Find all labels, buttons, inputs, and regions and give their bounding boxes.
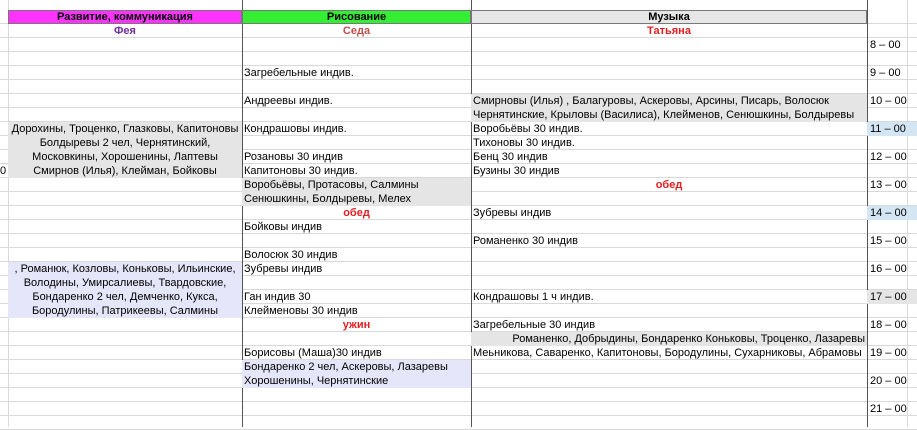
cell-col3[interactable]: Кондрашовы 1 ч индив. [473,291,594,303]
cell-col2[interactable]: Зубревы индив [244,263,323,275]
time-cell[interactable]: 15 – 00 [870,235,907,247]
time-cell[interactable]: 14 – 00 [867,206,917,220]
cell-col2[interactable]: Розановы 30 индив [244,151,343,163]
cell-col2[interactable]: Хорошенины, Чернятинские [242,374,471,388]
cell-col2[interactable]: Волосюк 30 индив [244,249,338,261]
cell-col3[interactable]: Смирновы (Илья) , Балагуровы, Аскеровы, Арсины, Писарь, Волосюк [471,94,867,108]
cell-col1[interactable]: Московкины, Хорошенины, Лаптевы [8,150,242,164]
cell-col2[interactable]: Бойковы индив [244,221,322,233]
grid-row [0,388,917,402]
cell-col3[interactable]: Романенко 30 индив [473,235,578,247]
cell-col1[interactable]: Смирнов (Илья), Клейман, Бойковы [8,164,242,178]
meal-lunch[interactable]: обед [343,207,370,219]
cell-col3[interactable]: Воробьёвы 30 индив. [473,123,583,135]
cell-col2[interactable]: Ган индив 30 [244,291,311,303]
cell-col2[interactable]: Клейменовы 30 индив [244,305,358,317]
time-cell[interactable]: 16 – 00 [870,263,907,275]
time-cell[interactable]: 19 – 00 [870,347,907,359]
header-drawing[interactable]: Рисование [242,10,471,24]
cell-col1[interactable]: Дорохины, Троценко, Глазковы, Капитоновы [8,122,242,136]
cell-col2[interactable]: Кондрашовы индив. [244,123,347,135]
time-cell[interactable]: 13 – 00 [870,179,907,191]
cell-col1[interactable]: Бондаренко 2 чел, Демченко, Кукса, [8,290,242,304]
grid-row [0,402,917,416]
cell-col1[interactable]: Бородулины, Патрикеевы, Салмины [8,304,242,318]
cell-col1[interactable]: , Романюк, Козловы, Коньковы, Ильинские, [8,262,242,276]
grid-row [0,38,917,52]
cell-col2[interactable]: Бондаренко 2 чел, Аскеровы, Лазаревы [242,360,471,374]
meal-lunch-music[interactable]: обед [655,179,683,191]
time-cell[interactable]: 17 – 00 [867,290,917,304]
cell-col3[interactable]: Романенко, Добрыдины, Бондаренко Коньковы, Троценко, Лазаревы [471,332,867,346]
time-cell[interactable]: 12 – 00 [870,151,907,163]
cell-col1[interactable]: Болдыревы 2 чел, Чернятинский, [8,136,242,150]
time-cell[interactable]: 20 – 00 [870,375,907,387]
time-cell[interactable]: 11 – 00 [867,122,917,136]
time-cell[interactable]: 9 – 00 [870,67,901,79]
time-cell[interactable]: 18 – 00 [870,319,907,331]
cell-col3[interactable]: Загребельные 30 индив [473,319,596,331]
cell-col3[interactable]: Зубревы индив [473,207,552,219]
grid-vline [8,0,9,427]
cell-col0[interactable]: 0 [0,165,7,177]
cell-col2[interactable]: Борисовы (Маша)30 индив [244,347,382,359]
cell-col3[interactable]: Бенц 30 индив [473,151,548,163]
cell-col3[interactable]: Бузины 30 индив [473,165,560,177]
cell-col3[interactable]: Тихоновы 30 индив. [473,137,575,149]
grid-row [0,52,917,66]
cell-col2[interactable]: Андреевы индив. [244,95,333,107]
cell-col2[interactable]: Сенюшкины, Болдыревы, Мелех [242,192,471,206]
cell-col1[interactable]: Володины, Умирсалиевы, Твардовские, [8,276,242,290]
cell-col3[interactable]: Чернятинские, Крыловы (Василиса), Клейменов, Сенюшкины, Болдыревы [471,108,867,122]
cell-col2[interactable]: Капитоновы 30 индив. [244,165,358,177]
cell-col2[interactable]: Воробьёвы, Протасовы, Салмины [242,178,471,192]
meal-dinner[interactable]: ужин [342,319,371,331]
teacher-col1[interactable]: Фея [114,25,136,37]
time-cell[interactable]: 8 – 00 [870,39,901,51]
header-music[interactable]: Музыка [471,10,867,24]
time-cell[interactable]: 21 – 00 [870,403,907,415]
teacher-col2[interactable]: Седа [342,25,371,37]
cell-col3[interactable]: Меьникова, Саваренко, Капитоновы, Бородулины, Сухарниковы, Абрамовы [473,347,862,359]
teacher-col3[interactable]: Татьяна [647,25,691,37]
header-development[interactable]: Развитие, коммуникация [8,10,242,24]
grid-row [0,80,917,94]
grid-row [0,416,917,430]
time-cell[interactable]: 10 – 00 [870,95,907,107]
cell-col2[interactable]: Загребельные индив. [244,67,354,79]
